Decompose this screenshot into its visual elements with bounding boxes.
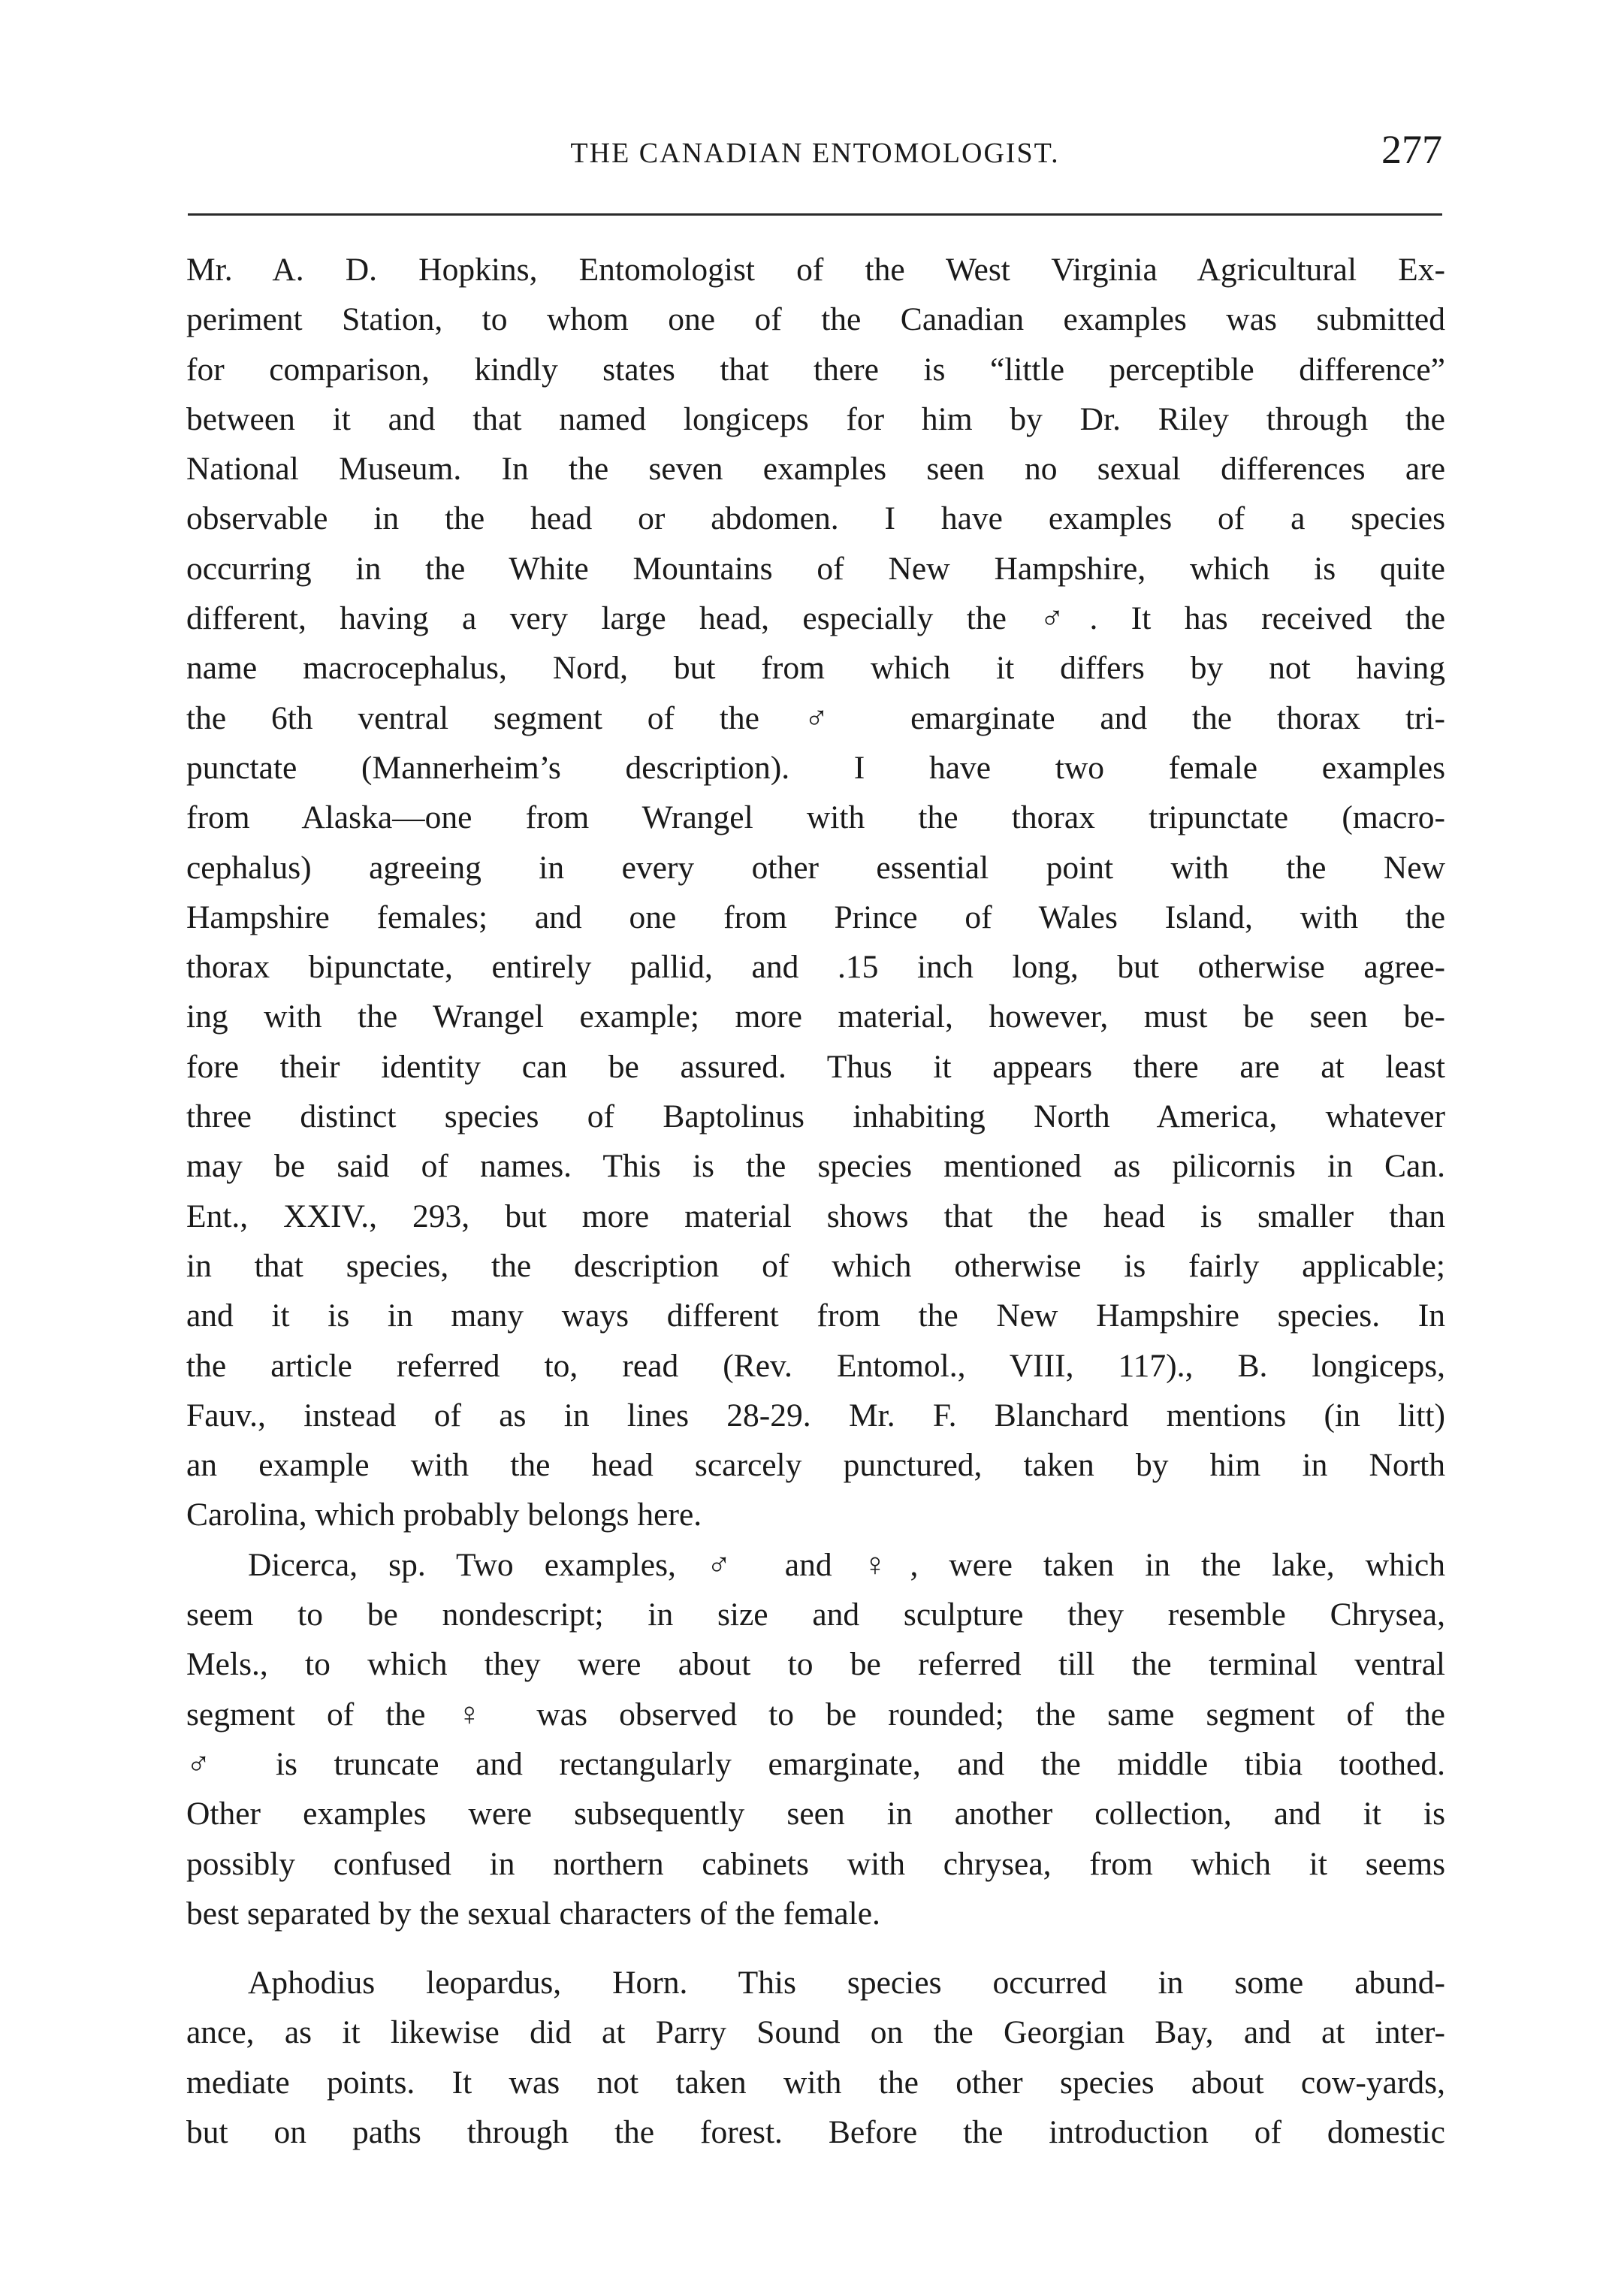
text-line: fore their identity can be assured. Thus it appears there are at least [186,1048,1445,1085]
text-line: ♂ is truncate and rectangularly emarginate, and the middle tibia toothed. [186,1745,1445,1782]
text-line: segment of the ♀ was observed to be rounded; the same segment of the [186,1696,1445,1733]
text-line: an example with the head scarcely punctured, taken by him in North [186,1447,1445,1484]
text-line: may be said of names. This is the species mentioned as pilicornis in Can. [186,1148,1445,1185]
text-line: ance, as it likewise did at Parry Sound on the Georgian Bay, and at inter- [186,2014,1445,2051]
text-line: possibly confused in northern cabinets with chrysea, from which it seems [186,1845,1445,1882]
text-line: mediate points. It was not taken with the other species about cow-yards, [186,2064,1445,2101]
text-line: occurring in the White Mountains of New Hampshire, which is quite [186,550,1445,587]
text-line: ing with the Wrangel example; more material, however, must be seen be- [186,998,1445,1035]
article-body [186,245,1445,2157]
text-line: but on paths through the forest. Before the introduction of domestic [186,2113,1445,2150]
paragraph-hopkins [186,245,1445,1540]
text-line: thorax bipunctate, entirely pallid, and .15 inch long, but otherwise agree- [186,949,1445,986]
text-line: punctate (Mannerheim’s description). I have two female examples [186,749,1445,786]
text-line: National Museum. In the seven examples seen no sexual differences are [186,451,1445,488]
text-line: seem to be nondescript; in size and sculpture they resemble Chrysea, [186,1597,1445,1633]
text-line: three distinct species of Baptolinus inhabiting North America, whatever [186,1098,1445,1135]
text-line: observable in the head or abdomen. I have examples of a species [186,500,1445,537]
text-line: periment Station, to whom one of the Canadian examples was submitted [186,301,1445,338]
paragraph-dicerca [186,1540,1445,1938]
text-line: Other examples were subsequently seen in another collection, and it is [186,1796,1445,1832]
text-line: the article referred to, read (Rev. Entomol., VIII, 117)., B. longiceps, [186,1347,1445,1384]
text-line: cephalus) agreeing in every other essential point with the New [186,849,1445,886]
paragraph-aphodius [186,1958,1445,2157]
text-line: name macrocephalus, Nord, but from which it differs by not having [186,650,1445,687]
text-line: Aphodius leopardus, Horn. This species occurred in some abund- [248,1965,1445,2001]
text-line: the 6th ventral segment of the ♂ emarginate and the thorax tri- [186,699,1445,736]
text-line: in that species, the description of which otherwise is fairly applicable; [186,1247,1445,1284]
text-line: Hampshire females; and one from Prince of Wales Island, with the [186,899,1445,935]
text-line: Mr. A. D. Hopkins, Entomologist of the West Virginia Agricultural Ex- [186,252,1445,288]
journal-title: THE CANADIAN ENTOMOLOGIST. [570,137,1060,169]
text-line: from Alaska—one from Wrangel with the thorax tripunctate (macro- [186,799,1445,836]
text-line: Dicerca, sp. Two examples, ♂ and ♀, were taken in the lake, which [248,1546,1445,1583]
text-line: best separated by the sexual characters of the female. [186,1895,880,1932]
header-rule [188,213,1442,216]
page-number: 277 [1381,127,1442,172]
text-line: Fauv., instead of as in lines 28-29. Mr. F. Blanchard mentions (in litt) [186,1397,1445,1433]
running-head [188,126,1442,179]
text-line: Mels., to which they were about to be referred till the terminal ventral [186,1646,1445,1683]
text-line: different, having a very large head, especially the ♂. It has received the [186,600,1445,637]
text-line: Carolina, which probably belongs here. [186,1497,702,1533]
text-line: Ent., XXIV., 293, but more material shows that the head is smaller than [186,1198,1445,1234]
text-line: between it and that named longiceps for him by Dr. Riley through the [186,400,1445,437]
text-line: for comparison, kindly states that there is “little perceptible difference” [186,351,1445,388]
text-line: and it is in many ways different from the New Hampshire species. In [186,1298,1445,1334]
